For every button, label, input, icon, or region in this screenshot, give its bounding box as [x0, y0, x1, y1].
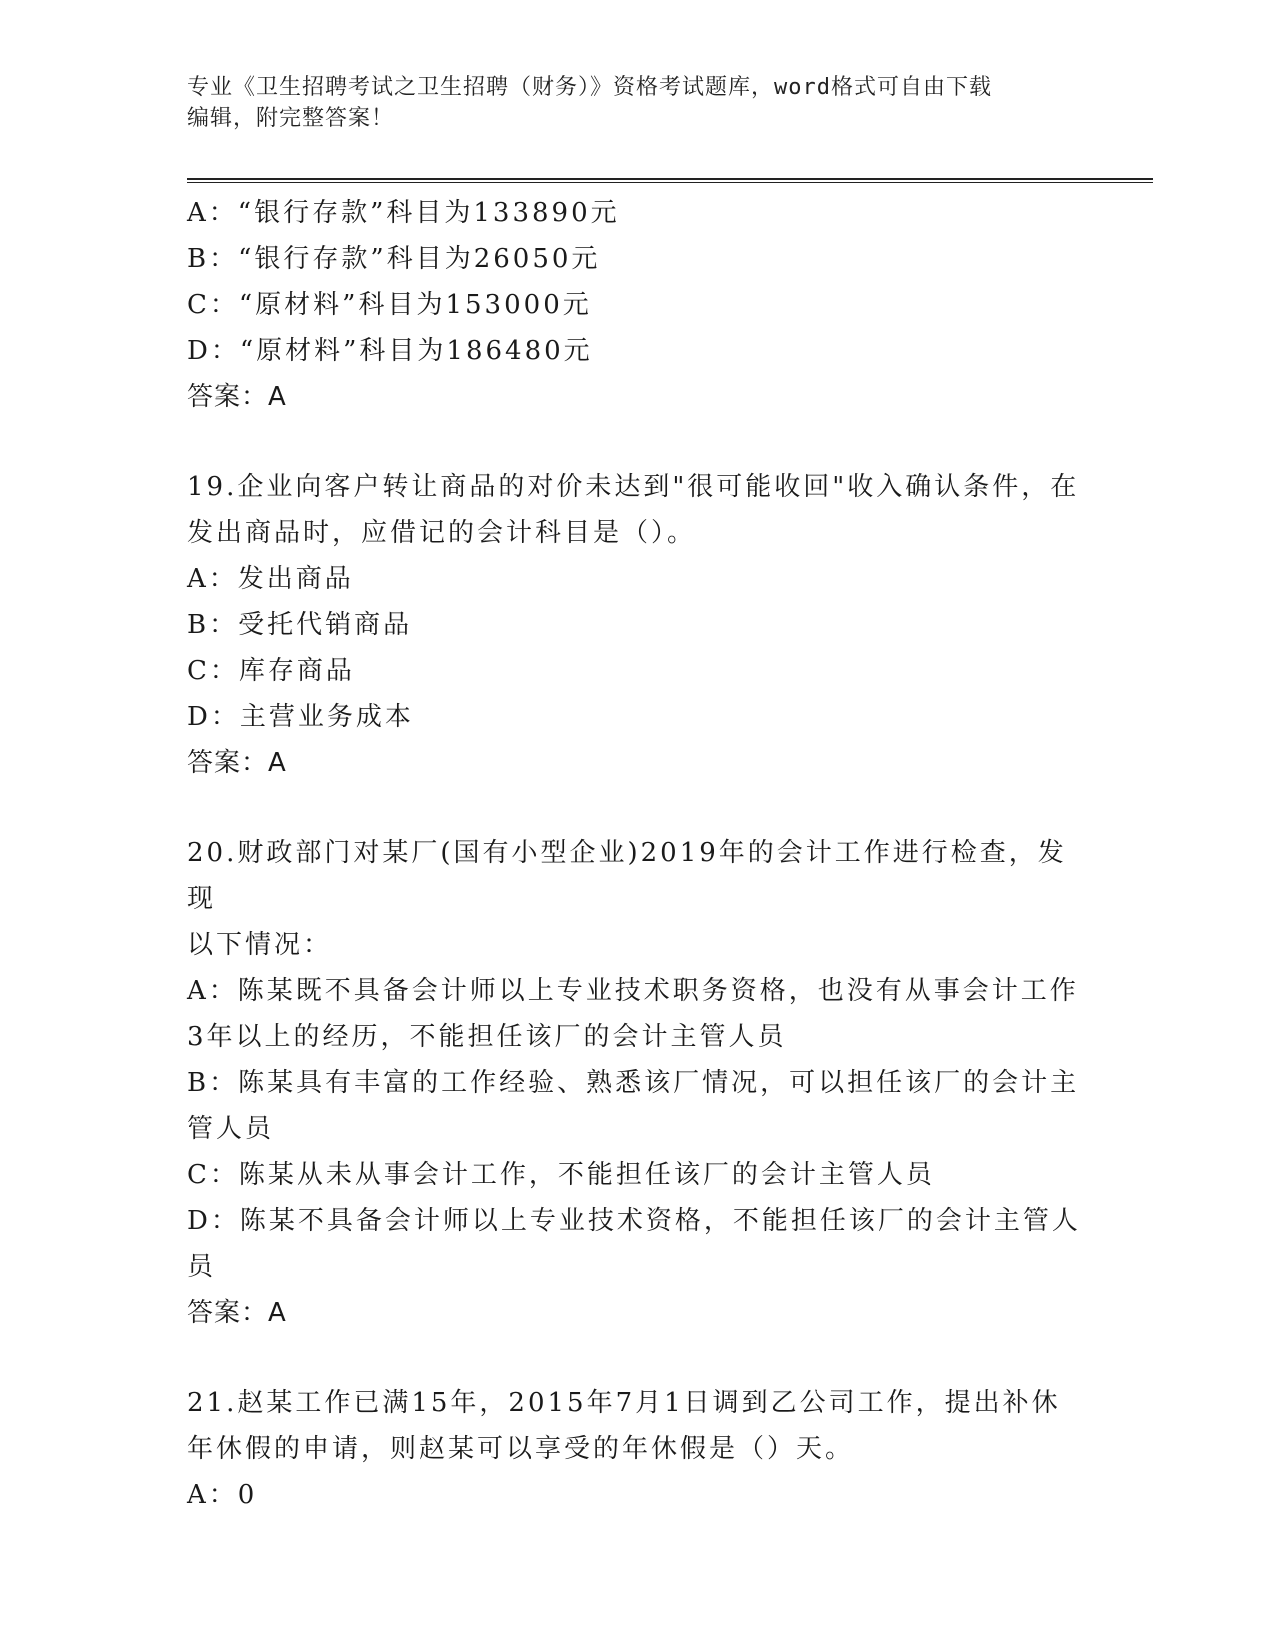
question-stem-line-1: 21.赵某工作已满15年，2015年7月1日调到乙公司工作，提出补休	[187, 1388, 1061, 1418]
option-b: B：受托代销商品	[187, 610, 413, 640]
question-stem-line-1: 20.财政部门对某厂(国有小型企业)2019年的会计工作进行检查，发现	[187, 838, 1067, 914]
question-18-tail	[187, 190, 1087, 420]
option-b-line-1: B：陈某具有丰富的工作经验、熟悉该厂情况，可以担任该厂的会计主	[187, 1068, 1080, 1098]
question-stem-line-1: 19.企业向客户转让商品的对价未达到"很可能收回"收入确认条件，在	[187, 472, 1080, 502]
document-page	[187, 0, 1107, 1650]
question-20	[187, 830, 1087, 1336]
option-d-line-2: 员	[187, 1252, 217, 1282]
question-list	[187, 190, 1087, 1518]
option-b: B：“银行存款”科目为26050元	[187, 244, 601, 274]
option-a: A：0	[187, 1480, 258, 1510]
option-a: A：“银行存款”科目为133890元	[187, 198, 620, 228]
option-d: D：“原材料”科目为186480元	[187, 336, 593, 366]
option-b-line-2: 管人员	[187, 1114, 275, 1144]
header-divider-thick	[187, 178, 1153, 180]
question-stem-line-2: 以下情况：	[187, 930, 333, 960]
header-line-2: 编辑，附完整答案！	[187, 106, 395, 131]
option-d-line-1: D：陈某不具备会计师以上专业技术资格，不能担任该厂的会计主管人	[187, 1206, 1081, 1236]
question-19	[187, 464, 1087, 786]
option-c: C：陈某从未从事会计工作，不能担任该厂的会计主管人员	[187, 1160, 935, 1190]
option-d: D：主营业务成本	[187, 702, 414, 732]
option-c: C：“原材料”科目为153000元	[187, 290, 592, 320]
option-a-line-1: A：陈某既不具备会计师以上专业技术职务资格，也没有从事会计工作	[187, 976, 1079, 1006]
answer: 答案：A	[187, 748, 287, 778]
answer: 答案：A	[187, 382, 287, 412]
question-21	[187, 1380, 1087, 1518]
option-c: C：库存商品	[187, 656, 355, 686]
header-divider-thin	[187, 182, 1153, 183]
option-a-line-2: 3年以上的经历，不能担任该厂的会计主管人员	[187, 1022, 787, 1052]
document-header	[187, 72, 1067, 134]
answer: 答案：A	[187, 1298, 287, 1328]
header-line-1: 专业《卫生招聘考试之卫生招聘（财务）》资格考试题库，word格式可自由下载	[187, 75, 992, 100]
question-stem-line-2: 发出商品时，应借记的会计科目是（）。	[187, 518, 697, 548]
option-a: A：发出商品	[187, 564, 354, 594]
question-stem-line-2: 年休假的申请，则赵某可以享受的年休假是（）天。	[187, 1434, 855, 1464]
